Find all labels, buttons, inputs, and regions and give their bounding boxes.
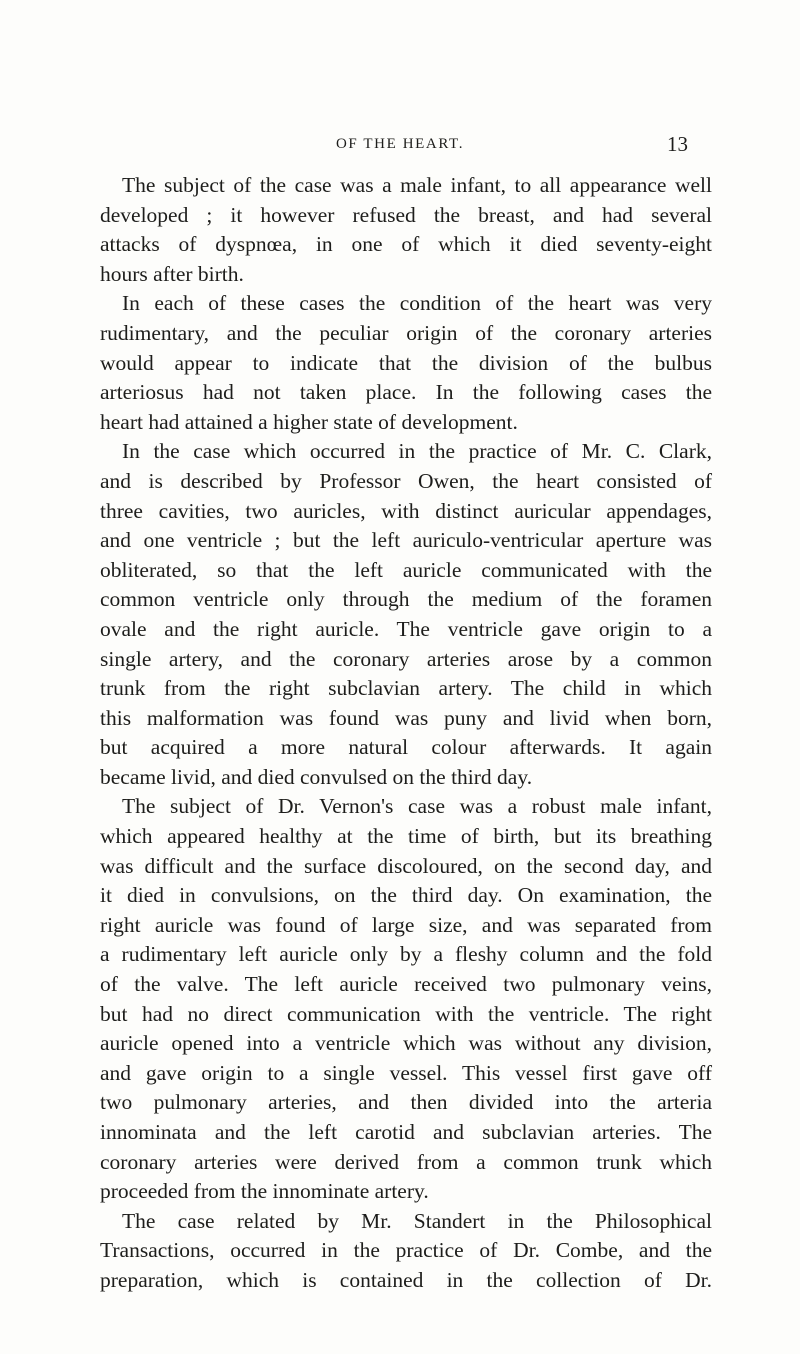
text-line: Transactions, occurred in the practice of Dr. Combe, and the [100,1238,712,1263]
text-line: it died in convulsions, on the third day. On examination, the [100,883,712,908]
text-line: single artery, and the coronary arteries arose by a common [100,646,712,671]
text-line: arteriosus had not taken place. In the following cases the [100,380,712,405]
text-line: right auricle was found of large size, and was separated from [100,912,712,937]
text-line: was difficult and the surface discoloured, on the second day, and [100,853,712,878]
text-line: rudimentary, and the peculiar origin of the coronary arteries [100,320,712,345]
text-line: obliterated, so that the left auricle communicated with the [100,557,712,582]
text-line: The case related by Mr. Standert in the Philosophical [122,1208,712,1233]
text-line: In each of these cases the condition of the heart was very [122,291,712,316]
text-line: which appeared healthy at the time of birth, but its breathing [100,824,712,849]
text-line: but had no direct communication with the ventricle. The right [100,1001,712,1026]
text-line: became livid, and died convulsed on the third day. [100,764,533,789]
text-line: trunk from the right subclavian artery. The child in which [100,676,712,701]
text-line: The subject of the case was a male infant, to all appearance well [122,173,712,197]
text-line: this malformation was found was puny and livid when born, [100,705,712,730]
text-line: common ventricle only through the medium of the foramen [100,587,712,612]
text-line: preparation, which is contained in the collection of Dr. [100,1267,712,1292]
text-line: and gave origin to a single vessel. This vessel first gave off [100,1060,712,1085]
text-line: In the case which occurred in the practice of Mr. C. Clark, [122,439,712,464]
text-line: auricle opened into a ventricle which was without any division, [100,1031,712,1056]
text-line: but acquired a more natural colour afterwards. It again [100,735,712,760]
text-line: innominata and the left carotid and subclavian arteries. The [100,1120,712,1144]
body-text [100,171,712,1296]
text-line: heart had attained a higher state of development. [100,409,518,434]
page-number: 13 [667,132,688,156]
text-line: hours after birth. [100,261,244,286]
text-line: a rudimentary left auricle only by a fleshy column and the fold [100,942,712,967]
text-line: of the valve. The left auricle received two pulmonary veins, [100,972,712,997]
text-line: developed ; it however refused the breast, and had several [100,202,712,227]
text-line: and is described by Professor Owen, the heart consisted of [100,468,712,493]
text-line: proceeded from the innominate artery. [100,1179,429,1204]
text-line: would appear to indicate that the division of the bulbus [100,350,712,375]
running-head [0,132,800,162]
text-line: and one ventricle ; but the left auriculo-ventricular aperture was [100,528,712,553]
text-line: coronary arteries were derived from a common trunk which [100,1149,712,1174]
text-line: ovale and the right auricle. The ventricle gave origin to a [100,616,712,641]
text-line: three cavities, two auricles, with distinct auricular appendages, [100,498,712,523]
text-line: The subject of Dr. Vernon's case was a robust male infant, [122,794,712,819]
text-line: two pulmonary arteries, and then divided into the arteria [100,1090,712,1115]
text-line: attacks of dyspnœa, in one of which it died seventy-eight [100,232,712,257]
running-title: OF THE HEART. [335,136,465,152]
